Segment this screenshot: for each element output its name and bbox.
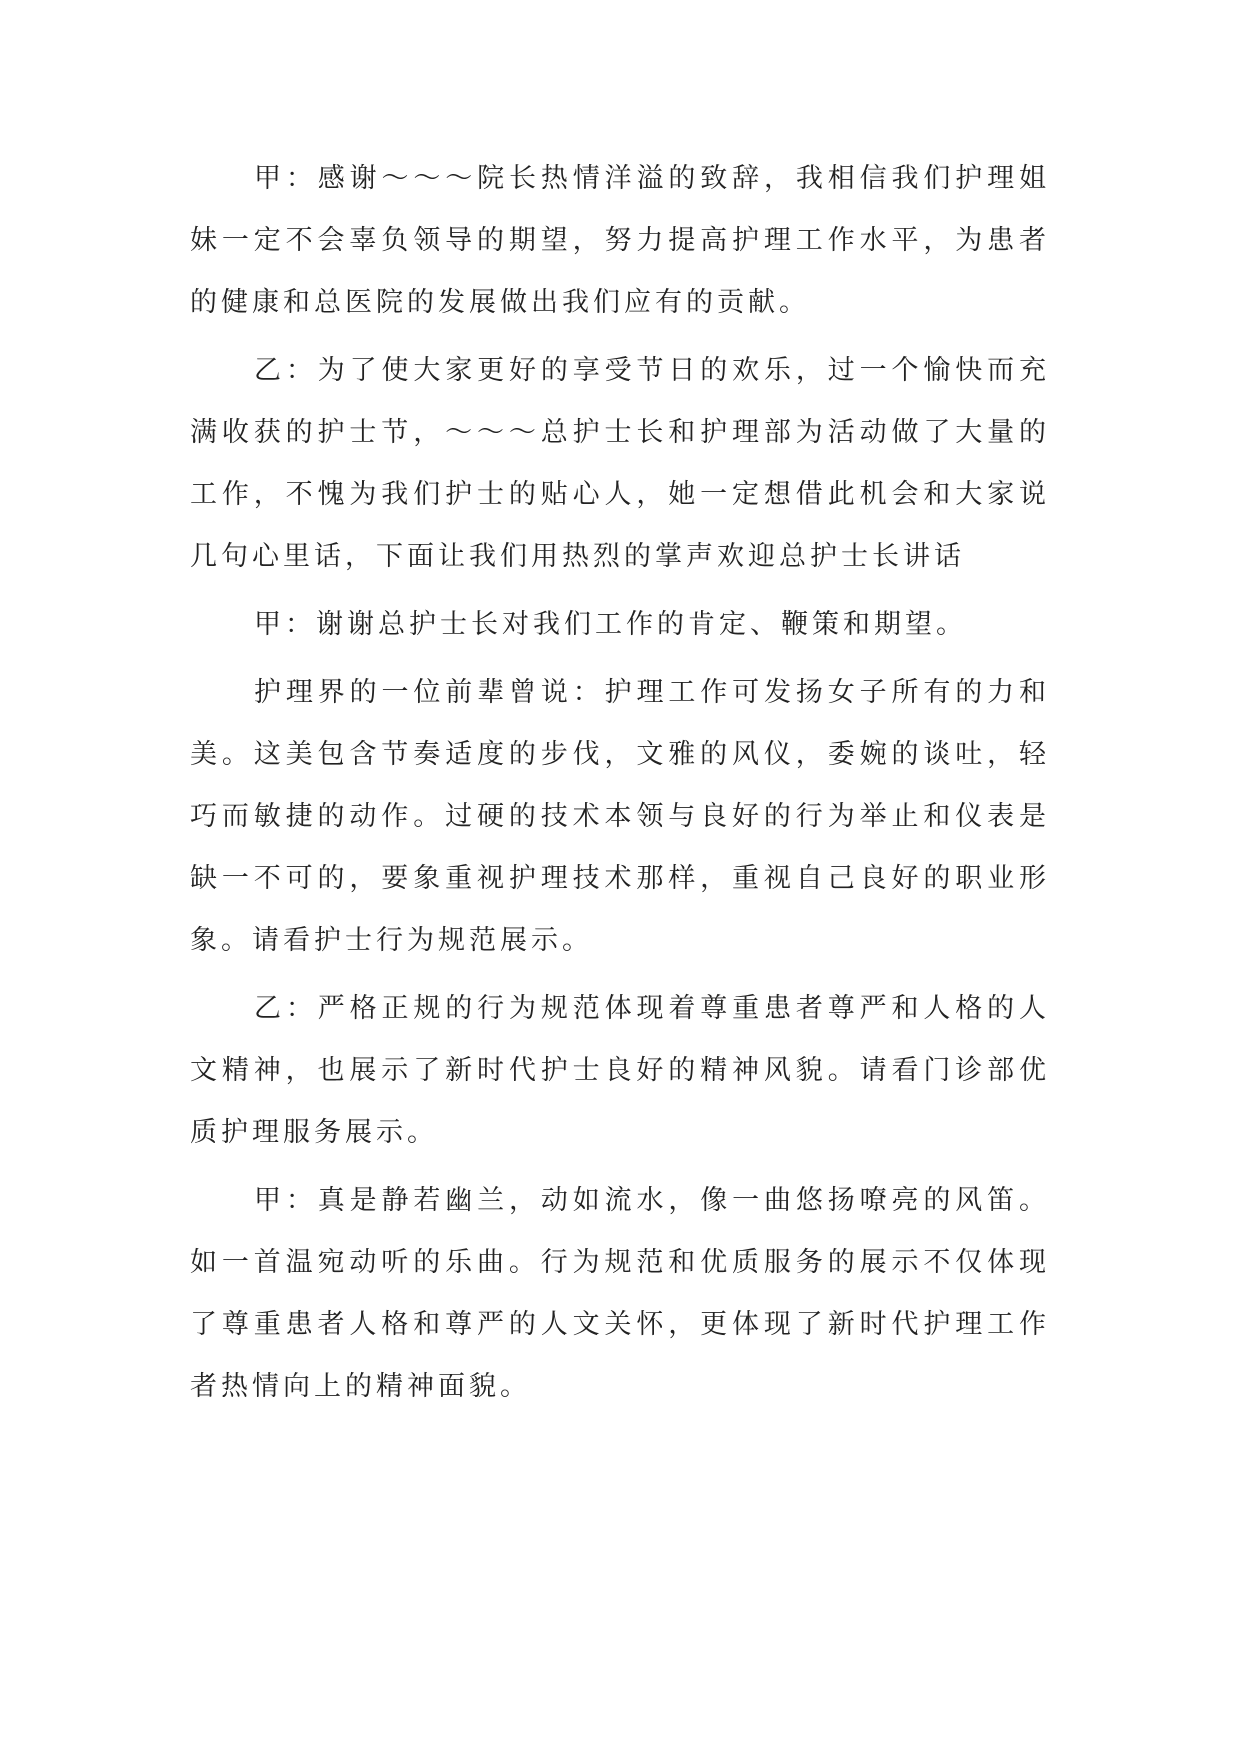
- paragraph-6: 甲：真是静若幽兰，动如流水，像一曲悠扬嘹亮的风笛。如一首温宛动听的乐曲。行为规范和优质服务的展示不仅体现了尊重患者人格和尊严的人文关怀，更体现了新时代护理工作者热情向上的精神面貌。: [190, 1185, 1050, 1402]
- document-body: [190, 148, 1050, 1424]
- paragraph-2: 乙：为了使大家更好的享受节日的欢乐，过一个愉快而充满收获的护士节，～～～总护士长和护理部为活动做了大量的工作，不愧为我们护士的贴心人，她一定想借此机会和大家说几句心里话，下面让我们用热烈的掌声欢迎总护士长讲话: [190, 355, 1050, 572]
- paragraph-4: 护理界的一位前辈曾说：护理工作可发扬女子所有的力和美。这美包含节奏适度的步伐，文雅的风仪，委婉的谈吐，轻巧而敏捷的动作。过硬的技术本领与良好的行为举止和仪表是缺一不可的，要象重视护理技术那样，重视自己良好的职业形象。请看护士行为规范展示。: [190, 677, 1050, 956]
- paragraph-3: 甲：谢谢总护士长对我们工作的肯定、鞭策和期望。: [254, 609, 967, 640]
- paragraph-1: 甲：感谢～～～院长热情洋溢的致辞，我相信我们护理姐妹一定不会辜负领导的期望，努力提高护理工作水平，为患者的健康和总医院的发展做出我们应有的贡献。: [190, 163, 1050, 318]
- paragraph-5: 乙：严格正规的行为规范体现着尊重患者尊严和人格的人文精神，也展示了新时代护士良好的精神风貌。请看门诊部优质护理服务展示。: [190, 993, 1050, 1148]
